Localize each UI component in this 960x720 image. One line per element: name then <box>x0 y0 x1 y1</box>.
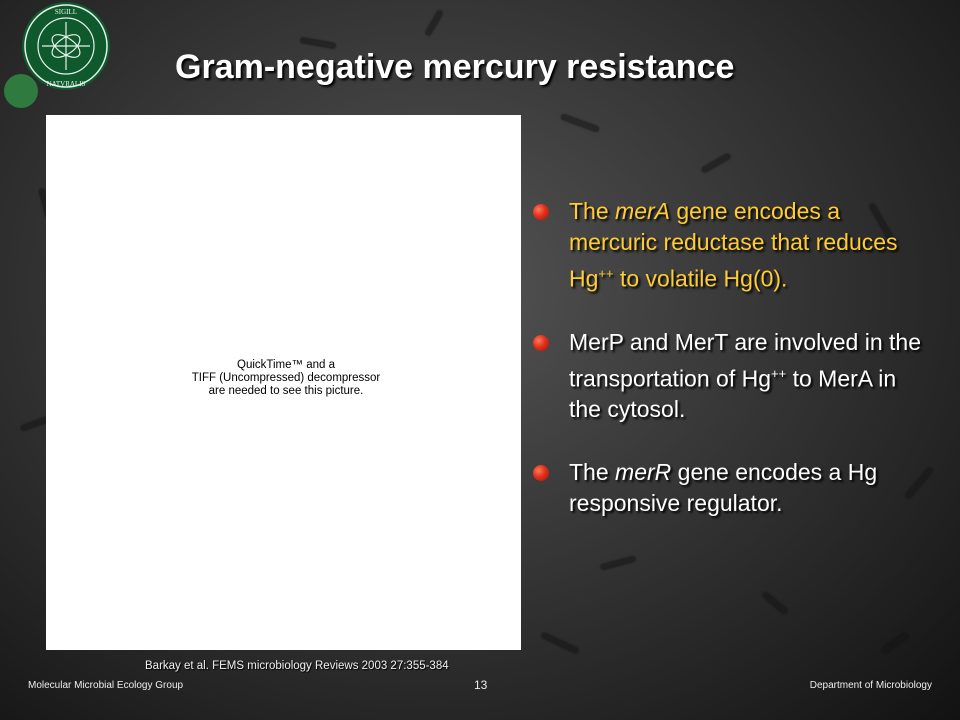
footer-department: Department of Microbiology <box>809 680 932 691</box>
green-dot-decoration <box>4 74 38 108</box>
footer-group-name: Molecular Microbial Ecology Group <box>28 680 184 691</box>
svg-text:SIGILL: SIGILL <box>54 8 78 16</box>
bullet-dot-icon <box>533 204 549 220</box>
bullet-dot-icon <box>533 335 549 351</box>
citation: Barkay et al. FEMS microbiology Reviews 2003 27:355-384 <box>145 660 449 672</box>
missing-picture-placeholder <box>46 115 521 650</box>
bullet-item: The merR gene encodes a Hg responsive regulator. <box>533 457 933 519</box>
bullet-item: MerP and MerT are involved in the transportation of Hg++ to MerA in the cytosol. <box>533 327 933 426</box>
bullet-item: The merA gene encodes a mercuric reductase that reduces Hg++ to volatile Hg(0). <box>533 196 933 295</box>
bullet-list <box>533 196 933 551</box>
picture-placeholder-text: QuickTime™ and a TIFF (Uncompressed) decompressor are needed to see this picture. <box>191 359 381 397</box>
slide-title: Gram-negative mercury resistance <box>175 48 735 86</box>
page-number: 13 <box>474 678 488 692</box>
bullet-dot-icon <box>533 465 549 481</box>
university-seal-logo <box>22 2 110 90</box>
svg-text:NATVRALIS: NATVRALIS <box>46 80 86 88</box>
